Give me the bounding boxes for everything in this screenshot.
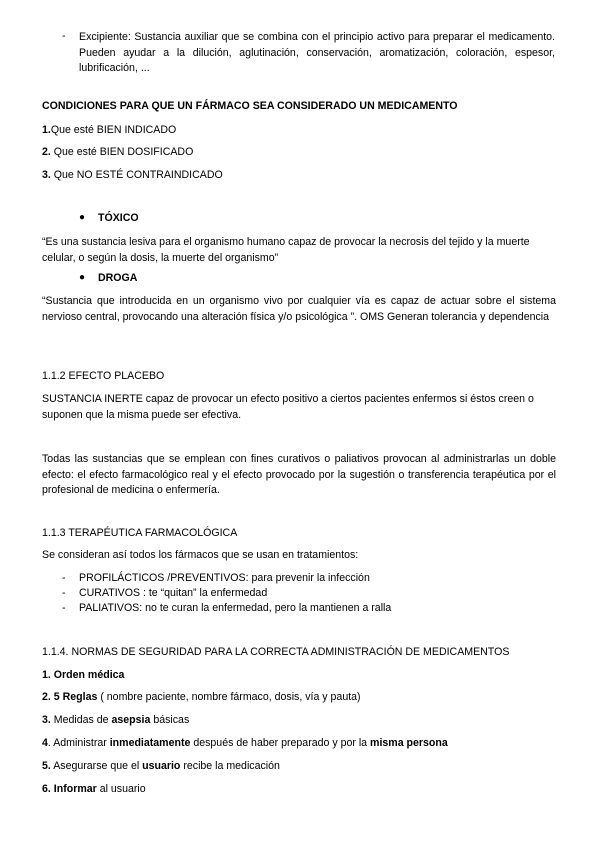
norma-number: 6. [42,783,51,795]
terapeutica-heading: 1.1.3 TERAPÉUTICA FARMACOLÓGICA [42,527,238,539]
condicion-item-3 [42,169,223,181]
norma-text: ( nombre paciente, nombre fármaco, dosis, vía y pauta) [97,691,361,703]
terapeutica-item-text: PROFILÁCTICOS /PREVENTIVOS: para prevenir la infección [79,572,370,584]
norma-number: 3. [42,714,51,726]
norma-item-6 [42,783,146,795]
bullet-icon: ● [79,212,86,223]
norma-text: recibe la medicación [180,760,280,772]
norma-number: 2. [42,691,51,703]
norma-number: 5. [42,760,51,772]
condicion-text: Que esté BIEN DOSIFICADO [50,146,194,158]
norma-emphasis: misma persona [370,737,448,749]
norma-emphasis: 5 Reglas [50,691,98,703]
norma-emphasis: Orden médica [50,669,125,681]
norma-text: Asegurarse que el [50,760,143,772]
norma-emphasis: Informar [50,783,97,795]
terapeutica-item-text: CURATIVOS : te “quitan” la enfermedad [79,587,268,599]
list-dash: - [62,587,66,599]
list-dash: - [62,30,66,42]
placebo-heading: 1.1.2 EFECTO PLACEBO [42,370,165,382]
list-dash: - [62,602,66,614]
condicion-number: 3. [42,169,51,181]
norma-item-1 [42,669,124,681]
norma-number: 4 [42,737,48,749]
norma-text: básicas [150,714,190,726]
norma-number: 1. [42,669,51,681]
condiciones-title: CONDICIONES PARA QUE UN FÁRMACO SEA CONSIDERADO UN MEDICAMENTO [42,100,458,112]
terapeutica-item-text: PALIATIVOS: no te curan la enfermedad, pero la mantienen a ralla [79,602,392,614]
droga-definition: “Sustancia que introducida en un organismo vivo por cualquier vía es capaz de actuar sobre el sistema nervioso central, provocando una alteración física y/o psicológica ”. OMS Generan tolerancia y dependencia [42,295,556,323]
bullet-icon: ● [79,272,86,283]
norma-item-3 [42,714,189,726]
norma-text: después de haber preparado y por la [190,737,371,749]
list-dash: - [62,572,66,584]
norma-text: Medidas de [50,714,112,726]
toxico-label: TÓXICO [98,212,139,224]
norma-text: al usuario [96,783,146,795]
condicion-text: Que esté BIEN INDICADO [50,124,177,136]
placebo-paragraph: Todas las sustancias que se emplean con fines curativos o paliativos provocan al administrarlas un doble efecto: el efecto farmacológico real y el efecto provocado por la sugestión o transferencia terapéutica por el profesional de medicina o enfermería. [42,453,556,496]
norma-item-5 [42,760,280,772]
condicion-number: 2. [42,146,51,158]
condicion-item-1 [42,124,176,136]
norma-emphasis: inmediatamente [109,737,191,749]
placebo-definition: SUSTANCIA INERTE capaz de provocar un efecto positivo a ciertos pacientes enfermos si éstos creen o suponen que la misma puede ser efectiva. [42,393,534,421]
norma-emphasis: asepsia [111,714,151,726]
droga-label: DROGA [98,272,138,284]
normas-heading: 1.1.4. NORMAS DE SEGURIDAD PARA LA CORRECTA ADMINISTRACIÓN DE MEDICAMENTOS [42,646,510,658]
condicion-number: 1. [42,124,51,136]
condicion-item-2 [42,146,193,158]
toxico-definition: “Es una sustancia lesiva para el organismo humano capaz de provocar la necrosis del tejido y la muerte celular, o según la dosis, la muerte del organismo” [42,236,530,264]
excipiente-text: Excipiente: Sustancia auxiliar que se combina con el principio activo para preparar el medicamento. Pueden ayudar a la dilución, aglutinación, conservación, aromatización, coloración, espesor, lubrificación, ... [79,31,555,74]
norma-text: . Administrar [47,737,110,749]
terapeutica-intro: Se consideran así todos los fármacos que se usan en tratamientos: [42,549,359,561]
norma-item-4 [42,737,448,749]
condicion-text: Que NO ESTÉ CONTRAINDICADO [50,169,223,181]
norma-emphasis: usuario [142,760,181,772]
norma-item-2 [42,691,361,703]
